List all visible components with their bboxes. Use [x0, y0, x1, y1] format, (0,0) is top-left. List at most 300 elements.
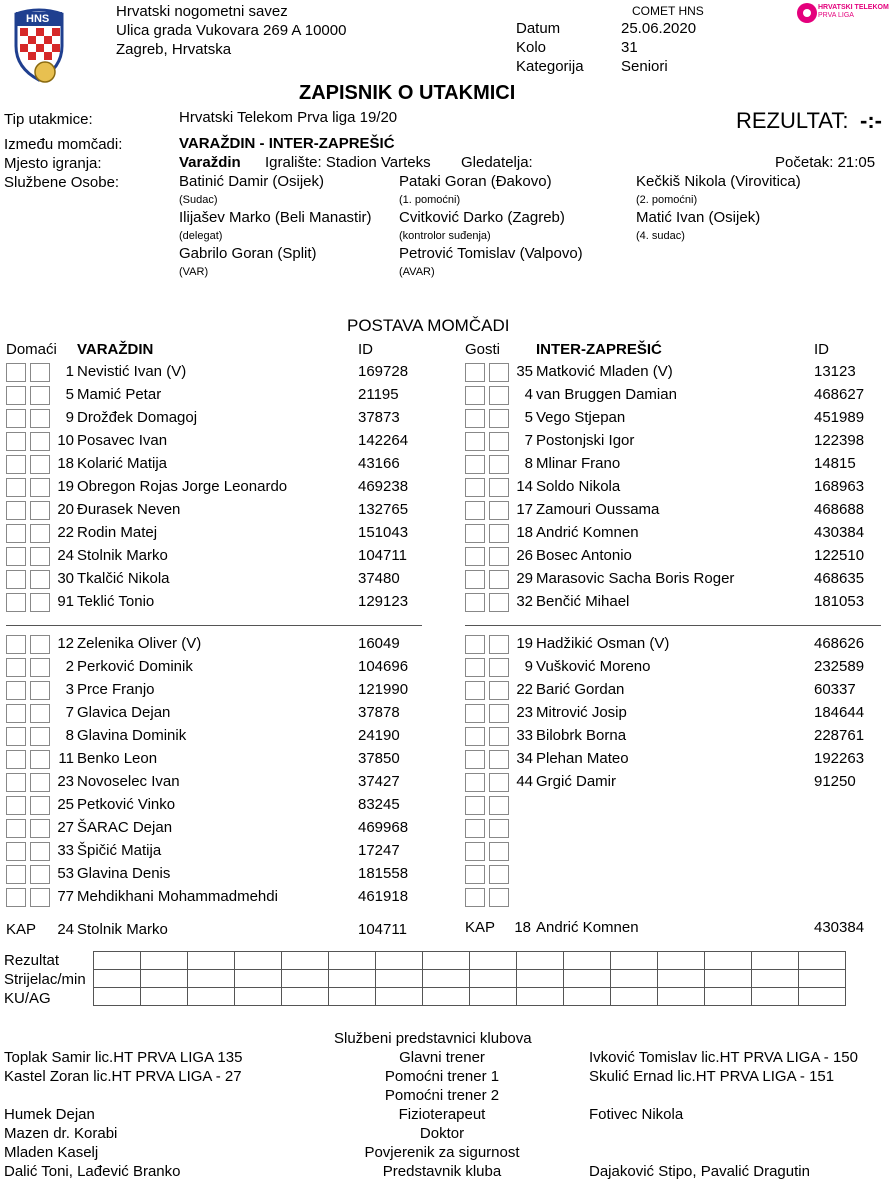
checkbox[interactable] [30, 547, 50, 566]
checkbox[interactable] [489, 524, 509, 543]
official-role: (Sudac) [179, 194, 218, 206]
checkbox[interactable] [465, 432, 485, 451]
player-id: 468635 [814, 570, 865, 587]
grid-label-strijelac: Strijelac/min [4, 971, 86, 988]
player-number: 27 [57, 819, 74, 836]
league-logo [796, 1, 888, 25]
grid-cell[interactable] [705, 952, 752, 970]
checkbox[interactable] [489, 635, 509, 654]
player-name: Zelenika Oliver (V) [77, 635, 202, 652]
checkbox[interactable] [489, 570, 509, 589]
player-number: 5 [65, 386, 74, 403]
player-number: 7 [524, 432, 533, 449]
player-id: 192263 [814, 750, 865, 767]
checkbox[interactable] [489, 363, 509, 382]
player-name: Matković Mladen (V) [536, 363, 673, 380]
page-title: ZAPISNIK O UTAKMICI [299, 82, 516, 104]
checkbox[interactable] [489, 773, 509, 792]
player-name: Teklić Tonio [77, 593, 155, 610]
checkbox[interactable] [6, 750, 26, 769]
player-name: Novoselec Ivan [77, 773, 180, 790]
official-name: Kečkiš Nikola (Virovitica) [636, 173, 801, 190]
player-number: 29 [516, 570, 533, 587]
grid-cell[interactable] [799, 952, 846, 970]
checkbox[interactable] [6, 681, 26, 700]
checkbox[interactable] [30, 570, 50, 589]
checkbox[interactable] [30, 750, 50, 769]
rep-role: Pomoćni trener 1 [384, 1068, 500, 1085]
grid-cell[interactable] [141, 988, 188, 1006]
checkbox[interactable] [489, 681, 509, 700]
player-id: 132765 [358, 501, 409, 518]
player-number: 35 [516, 363, 533, 380]
official-name: Cvitković Darko (Zagreb) [399, 209, 565, 226]
player-id: 37480 [358, 570, 400, 587]
away-id-header: ID [814, 341, 829, 358]
official-name: Gabrilo Goran (Split) [179, 245, 317, 262]
checkbox[interactable] [30, 455, 50, 474]
player-number: 8 [524, 455, 533, 472]
checkbox[interactable] [465, 455, 485, 474]
player-id: 169728 [358, 363, 409, 380]
player-name: Petković Vinko [77, 796, 176, 813]
home-label: Domaći [6, 341, 57, 358]
grid-cell[interactable] [470, 952, 517, 970]
checkbox[interactable] [489, 478, 509, 497]
kolo-label: Kolo [516, 39, 547, 56]
player-name: Špičić Matija [77, 842, 162, 859]
player-id: 17247 [358, 842, 400, 859]
grid-cell[interactable] [376, 970, 423, 988]
player-number: 9 [65, 409, 74, 426]
checkbox[interactable] [6, 432, 26, 451]
player-number: 18 [516, 524, 533, 541]
player-number: 8 [65, 727, 74, 744]
mjesto-value: Varaždin [179, 154, 241, 171]
rep-away: Skulić Ernad lic.HT PRVA LIGA - 151 [589, 1068, 835, 1085]
player-id: 24190 [358, 727, 400, 744]
grid-cell[interactable] [188, 952, 235, 970]
official-role: (AVAR) [399, 266, 435, 278]
checkbox[interactable] [465, 409, 485, 428]
kategorija-label: Kategorija [516, 58, 584, 75]
checkbox[interactable] [6, 547, 26, 566]
checkbox[interactable] [30, 888, 50, 907]
player-id: 21195 [358, 386, 399, 403]
player-number: 10 [57, 432, 74, 449]
checkbox[interactable] [489, 865, 509, 884]
mjesto-label: Mjesto igranja: [4, 155, 102, 172]
player-number: 22 [57, 524, 74, 541]
grid-cell[interactable] [517, 988, 564, 1006]
player-number: 1 [65, 363, 74, 380]
grid-label-rezultat: Rezultat [4, 952, 60, 969]
rep-home: Mladen Kaselj [4, 1144, 99, 1161]
checkbox[interactable] [6, 658, 26, 677]
player-id: 168963 [814, 478, 865, 495]
checkbox[interactable] [465, 842, 485, 861]
player-number: 19 [516, 635, 533, 652]
checkbox[interactable] [465, 727, 485, 746]
player-id: 181558 [358, 865, 409, 882]
checkbox[interactable] [489, 432, 509, 451]
player-id: 122398 [814, 432, 865, 449]
player-id: 16049 [358, 635, 400, 652]
checkbox[interactable] [6, 773, 26, 792]
checkbox[interactable] [6, 455, 26, 474]
player-id: 468626 [814, 635, 865, 652]
checkbox[interactable] [489, 727, 509, 746]
grid-cell[interactable] [423, 970, 470, 988]
checkbox[interactable] [465, 524, 485, 543]
checkbox[interactable] [30, 635, 50, 654]
player-number: 3 [65, 681, 74, 698]
checkbox[interactable] [6, 842, 26, 861]
checkbox[interactable] [465, 681, 485, 700]
checkbox[interactable] [6, 501, 26, 520]
player-number: 77 [57, 888, 74, 905]
player-number: 7 [65, 704, 74, 721]
player-id: 468688 [814, 501, 865, 518]
player-id: 151043 [358, 524, 409, 541]
grid-cell[interactable] [470, 970, 517, 988]
checkbox[interactable] [6, 593, 26, 612]
checkbox[interactable] [6, 865, 26, 884]
player-id: 451989 [814, 409, 865, 426]
checkbox[interactable] [30, 478, 50, 497]
checkbox[interactable] [6, 635, 26, 654]
checkbox[interactable] [465, 704, 485, 723]
grid-cell[interactable] [564, 970, 611, 988]
grid-cell[interactable] [799, 988, 846, 1006]
home-kap-label: KAP [6, 921, 37, 938]
rep-role: Predstavnik kluba [382, 1163, 502, 1180]
grid-cell[interactable] [611, 952, 658, 970]
grid-cell[interactable] [235, 988, 282, 1006]
official-name: Batinić Damir (Osijek) [179, 173, 325, 190]
grid-cell[interactable] [611, 988, 658, 1006]
player-id: 37850 [358, 750, 400, 767]
checkbox[interactable] [6, 888, 26, 907]
league-logo-line1: HRVATSKI TELEKOM [818, 4, 889, 11]
player-id: 430384 [814, 524, 865, 541]
player-id: 122510 [814, 547, 865, 564]
score-grid [93, 951, 846, 1006]
player-number: 23 [516, 704, 533, 721]
grid-cell[interactable] [376, 988, 423, 1006]
checkbox[interactable] [6, 524, 26, 543]
checkbox[interactable] [30, 727, 50, 746]
grid-cell[interactable] [282, 988, 329, 1006]
player-id: 37873 [358, 409, 400, 426]
player-number: 22 [516, 681, 533, 698]
checkbox[interactable] [6, 727, 26, 746]
sluzbene-label: Službene Osobe: [4, 174, 120, 191]
player-id: 121990 [358, 681, 409, 698]
player-name: Glavica Dejan [77, 704, 171, 721]
rep-away: Ivković Tomislav lic.HT PRVA LIGA - 150 [589, 1049, 858, 1066]
player-number: 33 [516, 727, 533, 744]
grid-cell[interactable] [658, 970, 705, 988]
player-id: 37427 [358, 773, 400, 790]
player-name: ŠARAC Dejan [77, 819, 173, 836]
away-kap-label: KAP [465, 919, 496, 936]
grid-cell[interactable] [235, 952, 282, 970]
player-name: Bilobrk Borna [536, 727, 627, 744]
checkbox[interactable] [30, 593, 50, 612]
player-id: 13123 [814, 363, 856, 380]
checkbox[interactable] [465, 658, 485, 677]
official-role: (VAR) [179, 266, 209, 278]
grid-label-ku-ag: KU/AG [4, 990, 51, 1007]
grid-cell[interactable] [799, 970, 846, 988]
player-number: 24 [57, 547, 74, 564]
grid-cell[interactable] [141, 952, 188, 970]
rep-away: Dajaković Stipo, Pavalić Dragutin [589, 1163, 810, 1180]
tip-label: Tip utakmice: [4, 111, 93, 128]
player-name: Obregon Rojas Jorge Leonardo [77, 478, 288, 495]
player-name: Đurasek Neven [77, 501, 181, 518]
rep-away: Fotivec Nikola [589, 1106, 684, 1123]
official-role: (delegat) [179, 230, 223, 242]
club-reps-title: Službeni predstavnici klubova [334, 1030, 532, 1047]
grid-cell[interactable] [564, 988, 611, 1006]
checkbox[interactable] [30, 432, 50, 451]
player-name: van Bruggen Damian [536, 386, 677, 403]
player-id: 91250 [814, 773, 856, 790]
player-name: Tkalčić Nikola [77, 570, 170, 587]
checkbox[interactable] [465, 888, 485, 907]
grid-cell[interactable] [188, 970, 235, 988]
checkbox[interactable] [465, 570, 485, 589]
player-id: 83245 [358, 796, 400, 813]
player-id: 129123 [358, 593, 409, 610]
player-name: Plehan Mateo [536, 750, 629, 767]
grid-cell[interactable] [423, 988, 470, 1006]
rep-role: Doktor [419, 1125, 465, 1142]
away-label: Gosti [465, 341, 501, 358]
checkbox[interactable] [30, 773, 50, 792]
checkbox[interactable] [30, 658, 50, 677]
checkbox[interactable] [6, 386, 26, 405]
grid-cell[interactable] [564, 952, 611, 970]
player-number: 34 [516, 750, 533, 767]
checkbox[interactable] [6, 363, 26, 382]
player-number: 14 [516, 478, 533, 495]
grid-cell[interactable] [611, 970, 658, 988]
checkbox[interactable] [6, 478, 26, 497]
grid-cell[interactable] [517, 970, 564, 988]
player-name: Mamić Petar [77, 386, 162, 403]
checkbox[interactable] [30, 363, 50, 382]
checkbox[interactable] [6, 570, 26, 589]
player-number: 12 [57, 635, 74, 652]
grid-cell[interactable] [658, 988, 705, 1006]
home-kap-id: 104711 [358, 921, 407, 938]
official-name: Pataki Goran (Đakovo) [399, 173, 552, 190]
player-number: 4 [524, 386, 533, 403]
league-logo-line2: PRVA LIGA [818, 12, 854, 19]
player-number: 32 [516, 593, 533, 610]
checkbox[interactable] [489, 409, 509, 428]
rezultat-label: REZULTAT: [736, 108, 849, 133]
checkbox[interactable] [465, 796, 485, 815]
grid-cell[interactable] [141, 970, 188, 988]
kolo-value: 31 [621, 39, 638, 56]
checkbox[interactable] [30, 386, 50, 405]
checkbox[interactable] [6, 796, 26, 815]
checkbox[interactable] [465, 501, 485, 520]
player-number: 5 [524, 409, 533, 426]
player-name: Benčić Mihael [536, 593, 630, 610]
player-id: 232589 [814, 658, 865, 675]
player-name: Benko Leon [77, 750, 158, 767]
grid-cell[interactable] [282, 970, 329, 988]
checkbox[interactable] [465, 865, 485, 884]
player-name: Mlinar Frano [536, 455, 621, 472]
away-kap-number: 18 [514, 919, 531, 936]
official-role: (1. pomoćni) [399, 194, 461, 206]
checkbox[interactable] [489, 819, 509, 838]
player-id: 181053 [814, 593, 865, 610]
player-id: 461918 [358, 888, 409, 905]
away-team-name: INTER-ZAPREŠIĆ [536, 341, 662, 358]
rep-role: Fizioterapeut [398, 1106, 486, 1123]
grid-cell[interactable] [235, 970, 282, 988]
rep-role: Povjerenik za sigurnost [364, 1144, 520, 1161]
org-city: Zagreb, Hrvatska [116, 41, 232, 58]
checkbox[interactable] [489, 455, 509, 474]
official-name: Petrović Tomislav (Valpovo) [399, 245, 583, 262]
player-number: 19 [57, 478, 74, 495]
player-number: 11 [58, 750, 74, 767]
checkbox[interactable] [465, 773, 485, 792]
checkbox[interactable] [30, 842, 50, 861]
grid-cell[interactable] [752, 970, 799, 988]
player-name: Andrić Komnen [536, 524, 639, 541]
player-name: Soldo Nikola [536, 478, 621, 495]
grid-cell[interactable] [752, 952, 799, 970]
rep-home: Mazen dr. Korabi [4, 1125, 118, 1142]
away-kap-name: Andrić Komnen [536, 919, 639, 936]
checkbox[interactable] [30, 501, 50, 520]
checkbox[interactable] [465, 547, 485, 566]
checkbox[interactable] [30, 409, 50, 428]
checkbox[interactable] [489, 386, 509, 405]
grid-cell[interactable] [94, 952, 141, 970]
grid-cell[interactable] [658, 952, 705, 970]
player-name: Vego Stjepan [536, 409, 626, 426]
checkbox[interactable] [465, 478, 485, 497]
grid-cell[interactable] [329, 970, 376, 988]
official-role: (kontrolor suđenja) [399, 230, 491, 242]
grid-cell[interactable] [517, 952, 564, 970]
checkbox[interactable] [30, 865, 50, 884]
checkbox[interactable] [465, 363, 485, 382]
grid-cell[interactable] [329, 988, 376, 1006]
player-name: Posavec Ivan [77, 432, 168, 449]
grid-cell[interactable] [188, 988, 235, 1006]
rezultat-value: -:- [860, 108, 882, 133]
checkbox[interactable] [6, 819, 26, 838]
checkbox[interactable] [489, 547, 509, 566]
player-id: 469238 [358, 478, 409, 495]
grid-row [94, 970, 846, 988]
checkbox[interactable] [465, 593, 485, 612]
grid-cell[interactable] [94, 988, 141, 1006]
grid-cell[interactable] [705, 970, 752, 988]
hns-logo-text: HNS [26, 13, 50, 25]
player-name: Drožđek Domagoj [77, 409, 198, 426]
checkbox[interactable] [489, 888, 509, 907]
checkbox[interactable] [489, 796, 509, 815]
checkbox[interactable] [489, 658, 509, 677]
home-id-header: ID [358, 341, 373, 358]
tip-value: Hrvatski Telekom Prva liga 19/20 [179, 109, 398, 126]
rep-home: Kastel Zoran lic.HT PRVA LIGA - 27 [4, 1068, 242, 1085]
checkbox[interactable] [489, 593, 509, 612]
org-address: Ulica grada Vukovara 269 A 10000 [116, 22, 347, 39]
player-name: Perković Dominik [77, 658, 193, 675]
player-name: Barić Gordan [536, 681, 625, 698]
player-name: Marasovic Sacha Boris Roger [536, 570, 735, 587]
org-name: Hrvatski nogometni savez [116, 3, 288, 20]
kategorija-value: Seniori [621, 58, 668, 75]
checkbox[interactable] [30, 681, 50, 700]
grid-cell[interactable] [752, 988, 799, 1006]
checkbox[interactable] [6, 704, 26, 723]
grid-cell[interactable] [329, 952, 376, 970]
official-name: Matić Ivan (Osijek) [636, 209, 761, 226]
checkbox[interactable] [489, 750, 509, 769]
checkbox[interactable] [30, 704, 50, 723]
player-id: 37878 [358, 704, 400, 721]
grid-cell[interactable] [470, 988, 517, 1006]
player-number: 91 [57, 593, 74, 610]
checkbox[interactable] [30, 524, 50, 543]
player-id: 43166 [358, 455, 400, 472]
checkbox[interactable] [6, 409, 26, 428]
grid-cell[interactable] [94, 970, 141, 988]
player-id: 184644 [814, 704, 865, 721]
official-role: (4. sudac) [636, 230, 685, 242]
checkbox[interactable] [465, 386, 485, 405]
player-number: 18 [57, 455, 74, 472]
grid-cell[interactable] [705, 988, 752, 1006]
player-number: 9 [524, 658, 533, 675]
checkbox[interactable] [30, 796, 50, 815]
home-kap-number: 24 [57, 921, 74, 938]
checkbox[interactable] [465, 819, 485, 838]
checkbox[interactable] [489, 501, 509, 520]
grid-cell[interactable] [376, 952, 423, 970]
player-id: 104711 [358, 547, 407, 564]
player-id: 142264 [358, 432, 409, 449]
checkbox[interactable] [465, 635, 485, 654]
grid-cell[interactable] [423, 952, 470, 970]
checkbox[interactable] [489, 704, 509, 723]
player-name: Mitrović Josip [536, 704, 627, 721]
grid-cell[interactable] [282, 952, 329, 970]
player-name: Nevistić Ivan (V) [77, 363, 187, 380]
checkbox[interactable] [30, 819, 50, 838]
checkbox[interactable] [489, 842, 509, 861]
checkbox[interactable] [465, 750, 485, 769]
player-id: 14815 [814, 455, 856, 472]
grid-row [94, 952, 846, 970]
gledatelja-label: Gledatelja: [461, 154, 533, 171]
player-id: 468627 [814, 386, 865, 403]
